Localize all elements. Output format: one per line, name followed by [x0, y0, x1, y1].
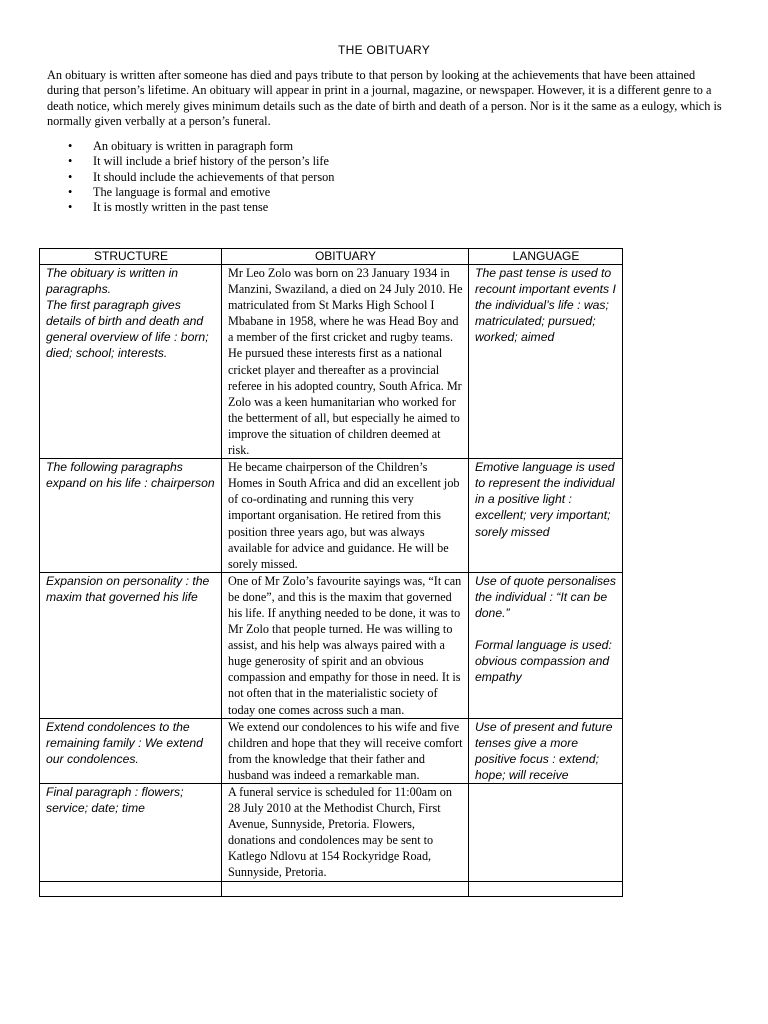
- obituary-structure-table: [39, 248, 623, 897]
- intro-paragraph: An obituary is written after someone has died and pays tribute to that person by looking at the achievements that have been attained during that person’s lifetime. An obituary will appear in print in a journal, magazine, or newspaper. However, it is a different genre to a death notice, which merely gives minimum details such as the date of birth and death of a person. Nor is it the same as a eulogy, which is normally given verbally at a person’s funeral.: [47, 68, 722, 128]
- header-structure: STRUCTURE: [40, 249, 222, 265]
- obituary-cell: Mr Leo Zolo was born on 23 January 1934 in Manzini, Swaziland, a died on 24 July 2010. He matriculated from St Marks High School I Mbabane in 1958, where he was Head Boy and a member of the first cricket and rugby teams. He pursued these interests first as a national cricket player and thereafter as a provincial referee in his adopted country, South Africa. Mr Zolo was a keen humanitarian who worked for the betterment of all, but especially he aimed to improve the situation of children deemed at risk.: [222, 265, 469, 459]
- table-row: [40, 265, 623, 459]
- structure-cell: [40, 572, 222, 718]
- empty-cell: [40, 881, 222, 896]
- table-row: [40, 572, 623, 718]
- structure-cell: [40, 459, 222, 573]
- bullet-list: [47, 139, 334, 215]
- bullet-item: • It should include the achievements of that person: [47, 170, 334, 185]
- header-obituary: OBITUARY: [222, 249, 469, 265]
- obituary-cell: We extend our condolences to his wife and five children and hope that they will receive comfort from the knowledge that their father and husband was indeed a remarkable man.: [222, 718, 469, 783]
- structure-line: The following paragraphs expand on his life : chairperson: [46, 460, 215, 491]
- bullet-item: • It is mostly written in the past tense: [47, 200, 334, 215]
- language-line: Formal language is used:: [475, 638, 612, 653]
- obituary-cell: A funeral service is scheduled for 11:00am on 28 July 2010 at the Methodist Church, First Avenue, Sunnyside, Pretoria. Flowers, donations and condolences may be sent to Katlego Ndlovu at 154 Rockyridge Road, Sunnyside, Pretoria.: [222, 784, 469, 882]
- language-cell: [469, 265, 623, 459]
- structure-cell: [40, 265, 222, 459]
- language-cell: [469, 459, 623, 573]
- structure-line: Final paragraph : flowers; service; date; time: [46, 785, 184, 816]
- language-cell: [469, 572, 623, 718]
- bullet-item: • An obituary is written in paragraph form: [47, 139, 334, 154]
- language-line: The past tense is used to recount important events I the individual’s life : was; matriculated; pursued; worked; aimed: [475, 266, 616, 345]
- structure-line: Extend condolences to the remaining family : We extend our condolences.: [46, 719, 203, 766]
- structure-line: The obituary is written in paragraphs.: [46, 266, 179, 297]
- bullet-item: • It will include a brief history of the person’s life: [47, 154, 334, 169]
- table-header-row: [40, 249, 623, 265]
- obituary-cell: One of Mr Zolo’s favourite sayings was, “It can be done”, and this is the maxim that governed his life. If anything needed to be done, it was to Mr Zolo that people turned. He was willing to assist, and his help was always paired with a huge generosity of spirit and an obvious compassion and empathy for those in need. It is not often that in the materialistic society of today one comes across such a man.: [222, 572, 469, 718]
- language-cell: [469, 784, 623, 882]
- language-line: obvious compassion and empathy: [475, 654, 610, 685]
- structure-line: The first paragraph gives details of birth and death and general overview of life : born; died; school; interests.: [46, 298, 209, 361]
- language-cell: [469, 718, 623, 783]
- empty-table-row: [40, 881, 623, 896]
- table-row: [40, 459, 623, 573]
- table-row: [40, 784, 623, 882]
- obituary-cell: He became chairperson of the Children’s Homes in South Africa and did an excellent job of co-ordinating and running this very important organisation. He retired from this position three years ago, but was always available for advice and guidance. He will be sorely missed.: [222, 459, 469, 573]
- header-language: LANGUAGE: [469, 249, 623, 265]
- structure-line: Expansion on personality : the maxim that governed his life: [46, 573, 210, 604]
- structure-cell: [40, 718, 222, 783]
- language-line: Use of quote personalises the individual : “It can be done.”: [475, 573, 616, 620]
- language-spacer: [475, 621, 617, 637]
- empty-cell: [222, 881, 469, 896]
- bullet-item: • The language is formal and emotive: [47, 185, 334, 200]
- empty-cell: [469, 881, 623, 896]
- page-title: THE OBITUARY: [337, 43, 431, 57]
- structure-cell: [40, 784, 222, 882]
- table-row: [40, 718, 623, 783]
- language-line: excellent; very important; sorely missed: [475, 508, 611, 539]
- language-line: Emotive language is used to represent the individual in a positive light :: [475, 460, 615, 507]
- language-line: Use of present and future tenses give a more positive focus : extend; hope; will receive: [475, 719, 613, 782]
